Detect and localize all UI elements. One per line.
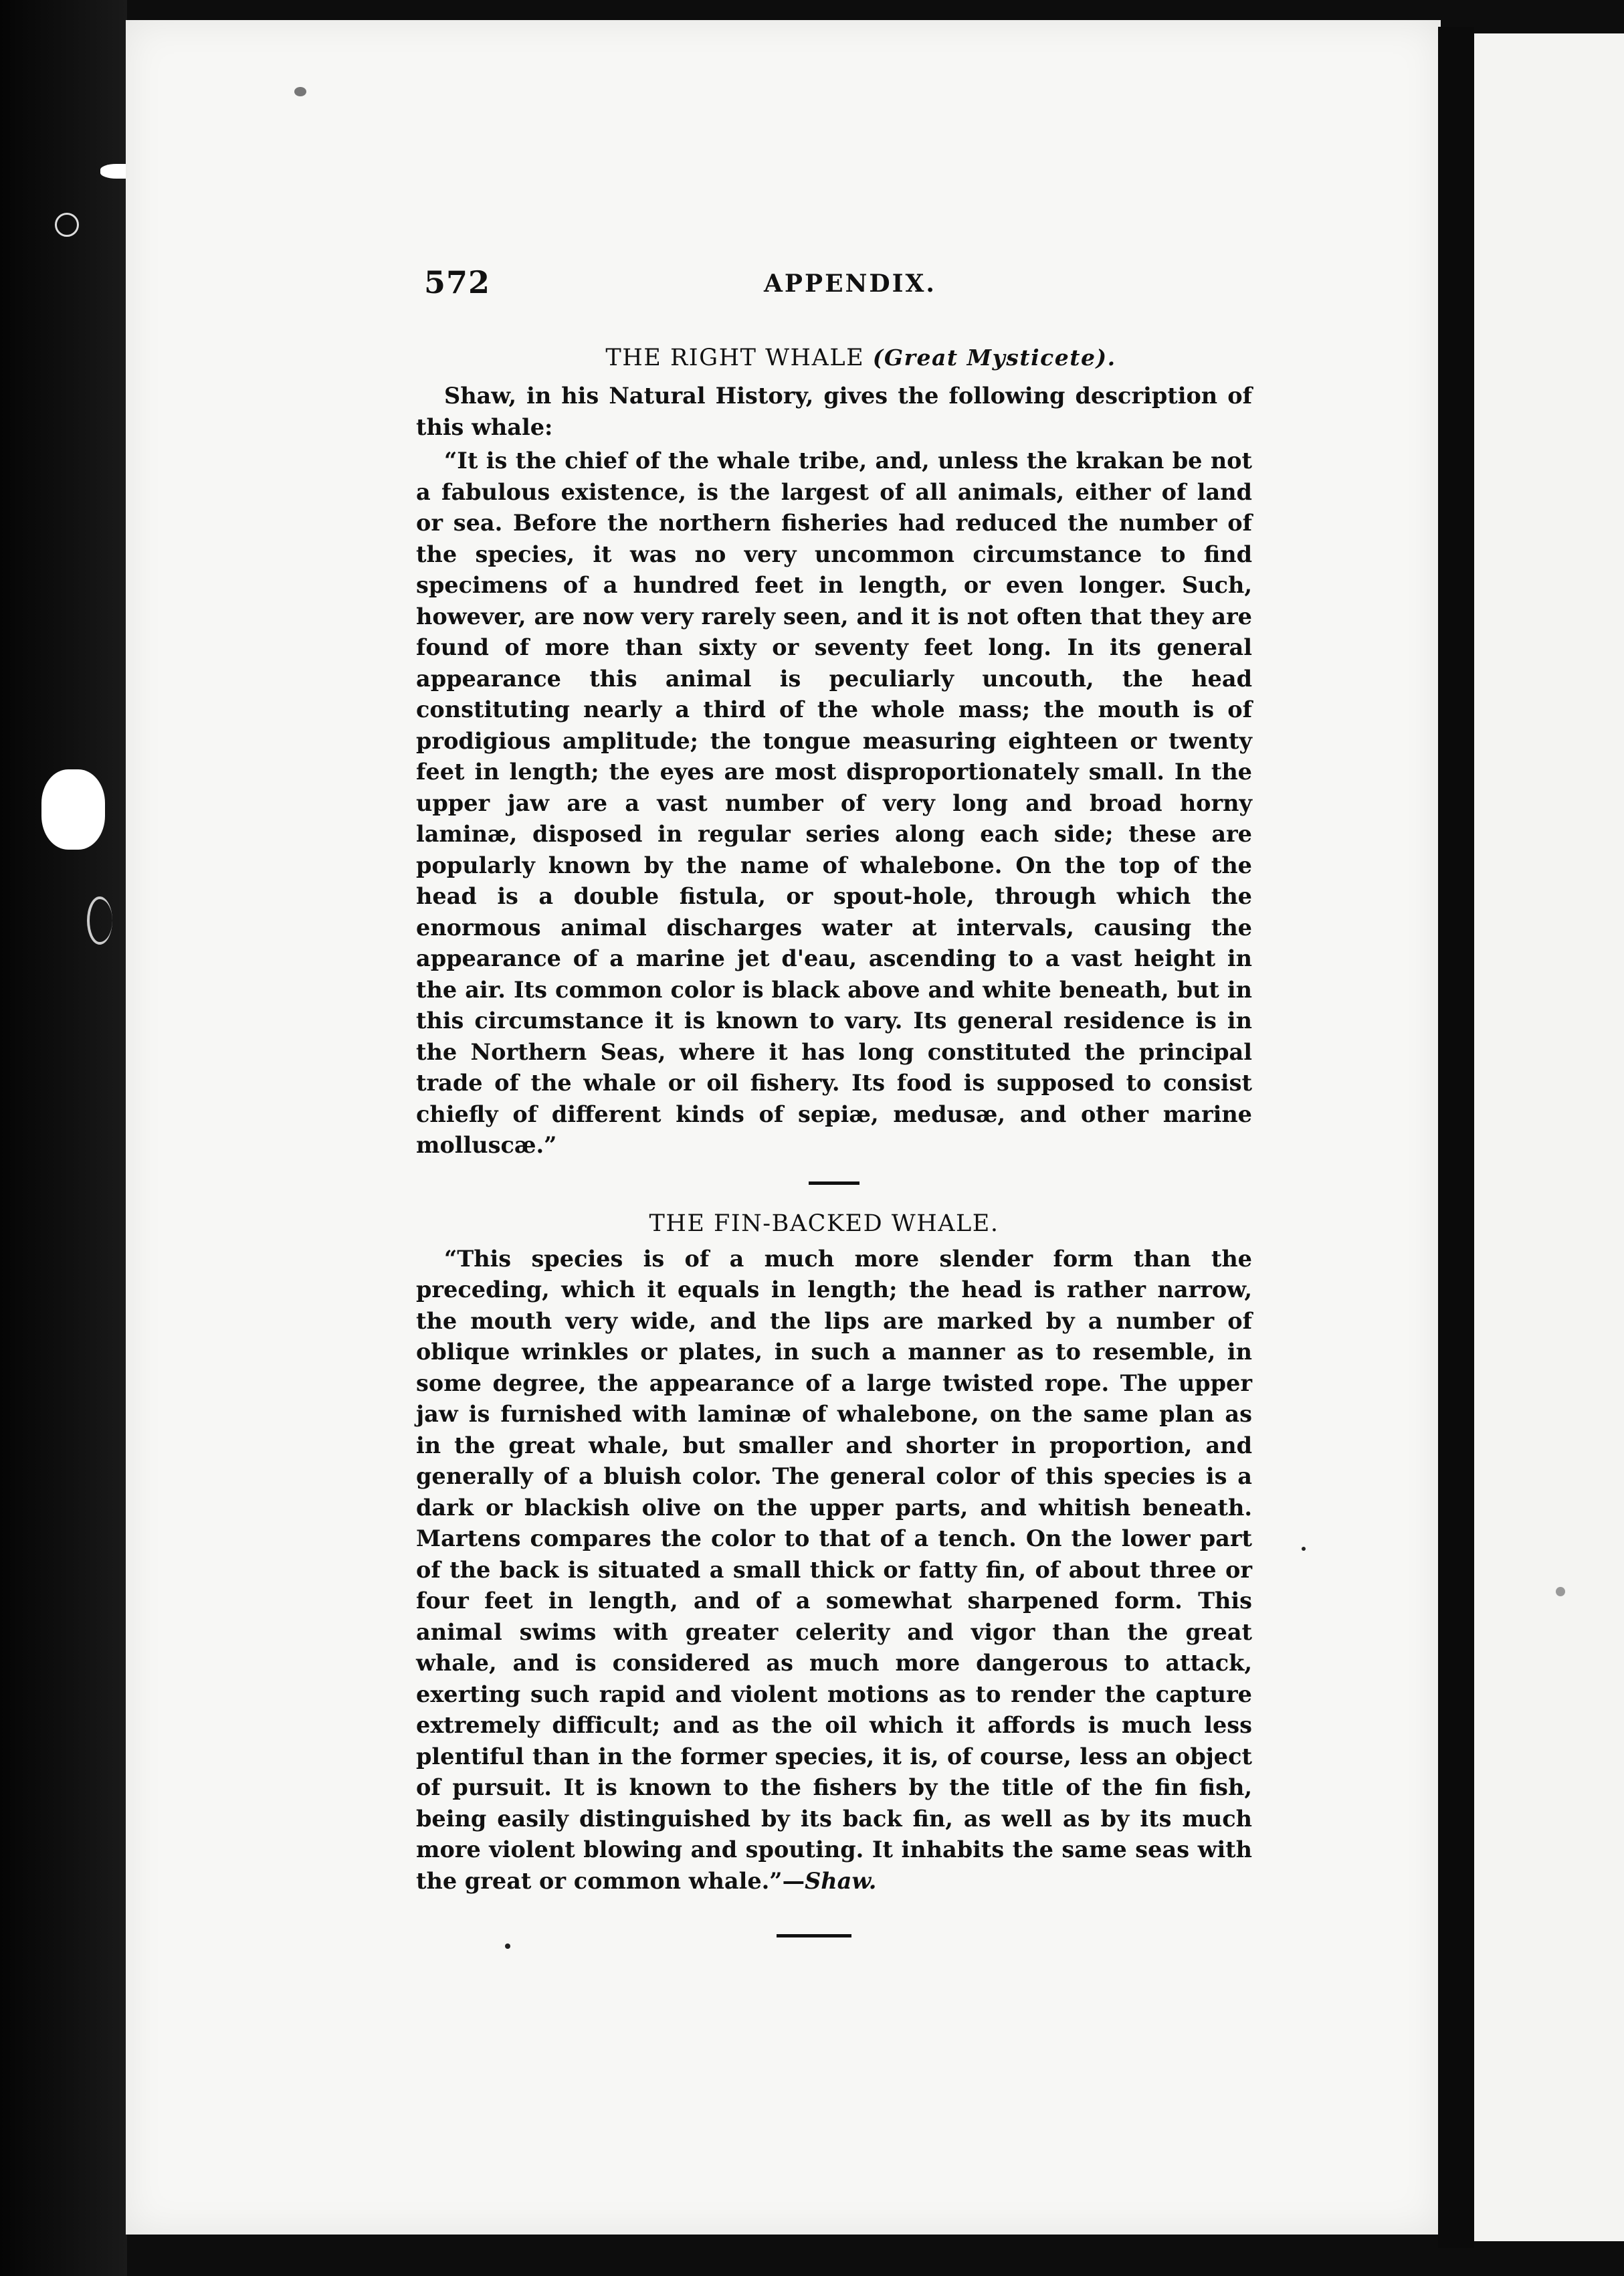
dust-mark xyxy=(294,87,306,96)
dust-mark xyxy=(41,769,105,850)
page-content xyxy=(416,264,1252,1937)
section-title-right-whale xyxy=(470,345,1252,371)
section-divider xyxy=(809,1181,859,1185)
section-title-text: THE FIN-BACKED WHALE. xyxy=(649,1210,999,1237)
paragraph-fin-backed-quote xyxy=(416,1244,1252,1897)
paragraph-intro: Shaw, in his Natural History, gives the following description of this whale: xyxy=(416,383,1252,440)
dust-mark xyxy=(505,1943,510,1949)
dust-mark xyxy=(1556,1587,1565,1596)
quote-text: “This species is of a much more slender form than the preceding, which it equals in length; the head is rather narrow, the mouth very wide, and the lips are marked by a number of oblique wrinkles or plates, in such a manner as to resemble, in some degree, the appearance of a large twisted rope. The upper jaw is furnished with laminæ of whalebone, on the same plan as in the great whale, but smaller and shorter in proportion, and generally of a bluish color. The general color of this species is a dark or blackish olive on the upper parts, and whitish beneath. Martens compares the color to that of a tench. On the lower part of the back is situated a small thick or fatty fin, of about three or four feet in length, and of a somewhat sharpened form. This animal swims with greater celerity and vigor than the great whale, and is considered as much more dangerous to attack, exerting such rapid and violent motions as to render the capture extremely difficult; and as the oil which it affords is much less plentiful than in the former species, it is, of course, less an object of pursuit. It is known to the fishers by the title of the fin fish, being easily distinguished by its back fin, as well as by its much more violent blowing and spouting. It inhabits the same seas with the great or common whale.”— xyxy=(416,1245,1252,1894)
adjacent-page-edge xyxy=(1474,33,1624,2241)
attribution: Shaw. xyxy=(805,1867,877,1894)
left-binding-edge xyxy=(0,0,127,2276)
page-gutter xyxy=(1438,27,1474,2248)
dust-mark xyxy=(87,896,112,945)
paragraph-right-whale-quote: “It is the chief of the whale tribe, and, unless the krakan be not a fabulous existence, is the largest of all animals, either of land or sea. Before the northern fisheries had reduced the number of the species, it was no very uncommon circumstance to find specimens of a hundred feet in length, or even longer. Such, however, are now very rarely seen, and it is not often that they are found of more than sixty or seventy feet long. In its general appearance this animal is peculiarly uncouth, the head constituting nearly a third of the whole mass; the mouth is of prodigious amplitude; the tongue measuring eighteen or twenty feet in length; the eyes are most disproportionately small. In the upper jaw are a vast number of very long and broad horny laminæ, disposed in regular series along each side; these are popularly known by the name of whalebone. On the top of the head is a double fistula, or spout-hole, through which the enormous animal discharges water at intervals, causing the appearance of a marine jet d'eau, ascending to a vast height in the air. Its common color is black above and white beneath, but in this circumstance it is known to vary. Its general residence is in the Northern Seas, where it has long constituted the principal trade of the whale or oil fishery. Its food is supposed to consist chiefly of different kinds of sepiæ, medusæ, and other marine molluscæ.” xyxy=(416,448,1252,1158)
page-number: 572 xyxy=(424,264,491,300)
running-title: APPENDIX. xyxy=(764,270,936,298)
dust-mark xyxy=(1302,1547,1306,1551)
section-title-text: THE RIGHT WHALE xyxy=(605,345,865,371)
section-subtitle: (Great Mysticete). xyxy=(872,345,1116,371)
end-divider xyxy=(777,1934,851,1937)
section-title-fin-backed-whale xyxy=(396,1210,1252,1237)
dust-mark xyxy=(55,213,79,237)
running-head xyxy=(416,264,1252,311)
